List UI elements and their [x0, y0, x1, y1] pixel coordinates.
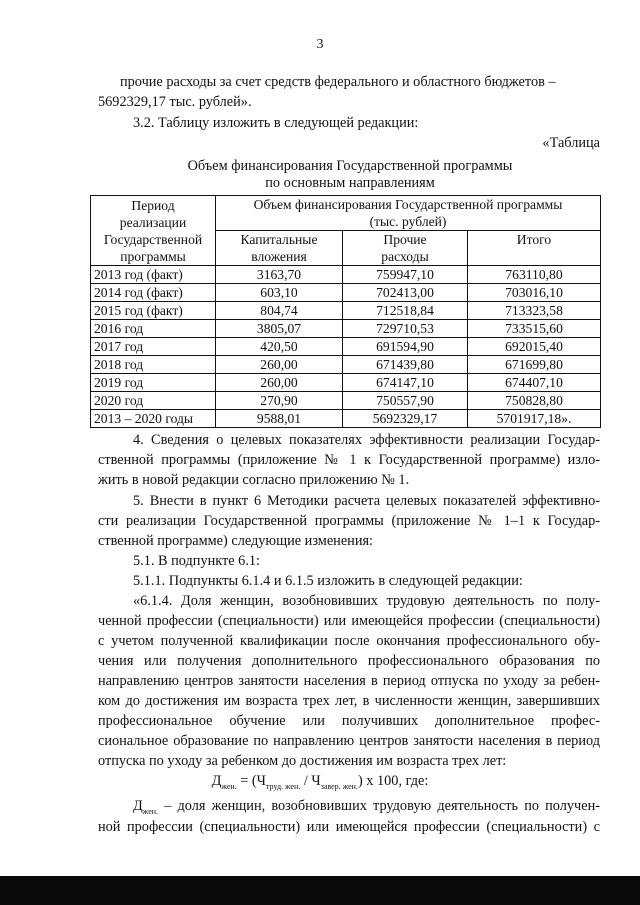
item-6-1-4-line-6: ком до достижения им возраста трех лет, в численности женщин, завершивших [98, 693, 600, 709]
table-row: 2018 год 260,00 671439,80 671699,80 [91, 356, 601, 374]
table-label: «Таблица [542, 135, 600, 151]
item-6-1-4-line-4: чения или получения дополнительного профессионального образования по [98, 653, 600, 669]
item-6-1-4-line-3: с учетом полученной квалификации после окончания профессионального обу- [98, 633, 600, 649]
item-6-1-4-line-1: «6.1.4. Доля женщин, возобновивших трудовую деятельность по полу- [133, 593, 600, 609]
header-period: Период реализации Государственной программы [91, 196, 216, 266]
item-6-1-4-line-8: сиональное образование по направлению центров занятости населения в период [98, 733, 600, 749]
item-6-1-4-line-2: ченной профессии (специальности) или имеющейся профессии (специальности) [98, 613, 600, 629]
item-5-1: 5.1. В подпункте 6.1: [133, 553, 261, 569]
table-row: 2013 год (факт) 3163,70 759947,10 763110,80 [91, 266, 601, 284]
definition-line-1: $Д_{жен.}$ – доля женщин, возобновивших трудовую деятельность по получен- [133, 798, 600, 816]
item-5-line-3: ственной программе) следующие изменения: [98, 533, 374, 549]
item-5-line-1: 5. Внести в пункт 6 Методики расчета целевых показателей эффективно- [133, 493, 600, 509]
table-title-line-2: по основным направлениям [265, 175, 435, 191]
scan-bottom-edge [0, 876, 640, 905]
item-3-2: 3.2. Таблицу изложить в следующей редакции: [133, 115, 419, 131]
header-volume: Объем финансирования Государственной программы (тыс. рублей) [216, 196, 601, 231]
table-row-total: 2013 – 2020 годы 9588,01 5692329,17 5701917,18». [91, 410, 601, 428]
table-title-line-1: Объем финансирования Государственной программы [187, 158, 513, 174]
item-6-1-4-line-9: отпуска по уходу за ребенком до достижения им возраста трех лет: [98, 753, 507, 769]
item-4-line-3: жить в новой редакции согласно приложению № 1. [98, 472, 410, 488]
formula: $Д_{жен.} = (Ч_{труд. жен.} / Ч_{завер. жен.})$ х 100, где: [211, 773, 429, 791]
definition-line-2: ной профессии (специальности) или имеющейся профессии (специальности) с [98, 819, 600, 835]
header-total: Итого [468, 231, 601, 266]
intro-line-1: прочие расходы за счет средств федерального и областного бюджетов – [120, 74, 556, 90]
table-row: 2016 год 3805,07 729710,53 733515,60 [91, 320, 601, 338]
table-row: 2020 год 270,90 750557,90 750828,80 [91, 392, 601, 410]
item-5-line-2: сти реализации Государственной программы (приложение № 1–1 к Государ- [98, 513, 600, 529]
header-other: Прочие расходы [343, 231, 468, 266]
page-number: 3 [316, 37, 324, 52]
header-capital: Капитальные вложения [216, 231, 343, 266]
item-6-1-4-line-5: направлению центров занятости населения в период отпуска по уходу за ребен- [98, 673, 600, 689]
item-6-1-4-line-7: профессиональное обучение или получивших дополнительное профес- [98, 713, 600, 729]
intro-line-2: 5692329,17 тыс. рублей». [98, 94, 252, 110]
item-4-line-2: ственной программы (приложение № 1 к Государственной программе) изло- [98, 452, 600, 468]
financing-table [90, 195, 601, 428]
table-header-row-1 [91, 196, 601, 231]
table-row: 2014 год (факт) 603,10 702413,00 703016,10 [91, 284, 601, 302]
item-5-1-1: 5.1.1. Подпункты 6.1.4 и 6.1.5 изложить в следующей редакции: [133, 573, 523, 589]
table-row: 2017 год 420,50 691594,90 692015,40 [91, 338, 601, 356]
item-4-line-1: 4. Сведения о целевых показателях эффективности реализации Государ- [133, 432, 600, 448]
table-row: 2019 год 260,00 674147,10 674407,10 [91, 374, 601, 392]
table-row: 2015 год (факт) 804,74 712518,84 713323,58 [91, 302, 601, 320]
